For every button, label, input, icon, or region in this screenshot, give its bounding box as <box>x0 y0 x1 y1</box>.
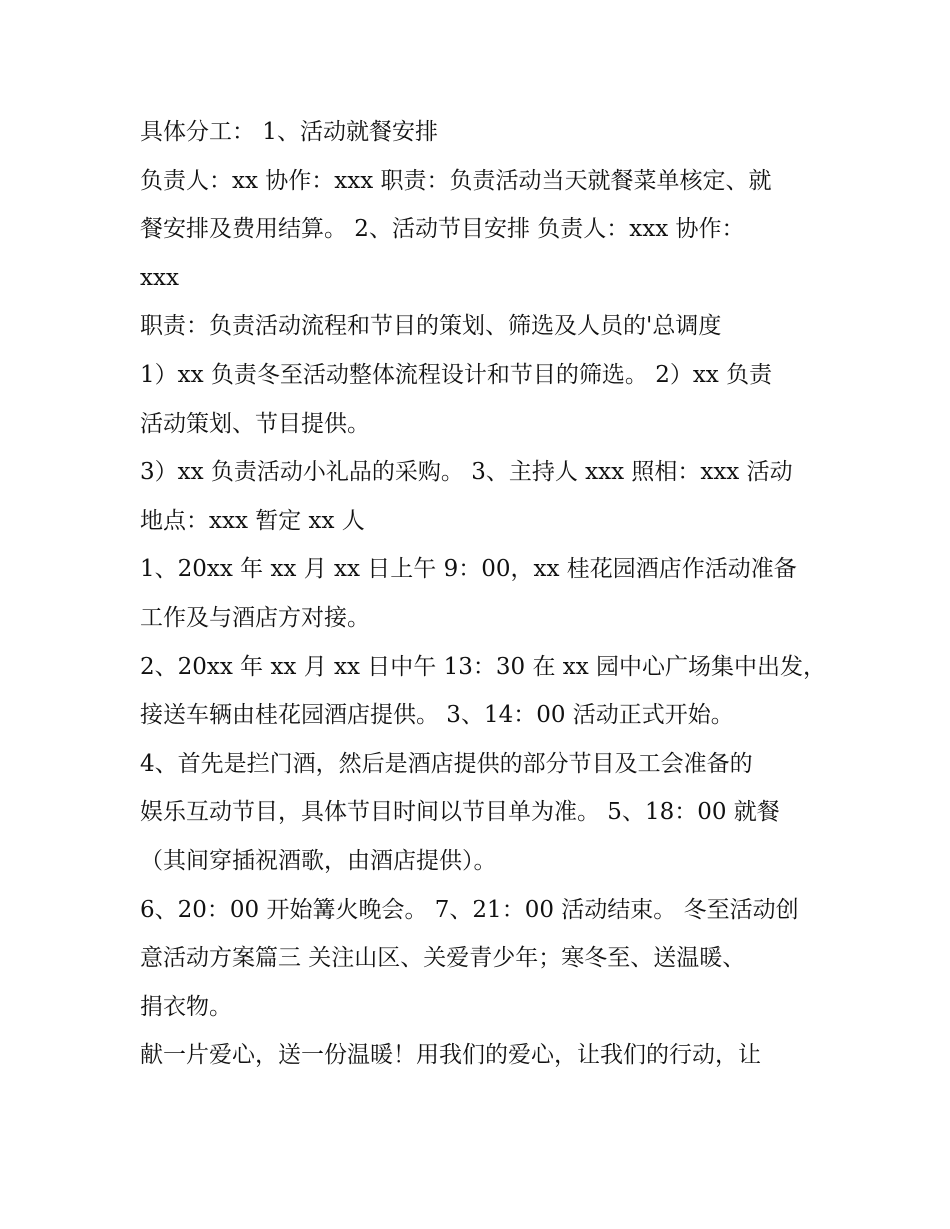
text-line: 负责人：xx 协作：xxx 职责：负责活动当天就餐菜单核定、就 <box>140 167 772 194</box>
text-line: 接送车辆由桂花园酒店提供。 3、14：00 活动正式开始。 <box>140 702 734 729</box>
text-line: 娱乐互动节目，具体节目时间以节目单为准。 5、18：00 就餐 <box>140 799 780 826</box>
text-line: 献一片爱心，送一份温暖！用我们的爱心，让我们的行动，让 <box>140 1042 761 1069</box>
text-line: 意活动方案篇三 关注山区、关爱青少年；寒冬至、送温暖、 <box>140 945 746 972</box>
text-line: 餐安排及费用结算。 2、活动节目安排 负责人：xxx 协作： <box>140 216 745 243</box>
text-line: 捐衣物。 <box>140 993 232 1020</box>
text-line: 1、20xx 年 xx 月 xx 日上午 9：00，xx 桂花园酒店作活动准备 <box>140 556 797 583</box>
text-line: 2、20xx 年 xx 月 xx 日中午 13：30 在 xx 园中心广场集中出发， <box>140 653 827 680</box>
text-line: 3）xx 负责活动小礼品的采购。 3、主持人 xxx 照相：xxx 活动 <box>140 459 793 486</box>
text-line: 活动策划、节目提供。 <box>140 410 370 437</box>
text-line: 4、首先是拦门酒，然后是酒店提供的部分节目及工会准备的 <box>140 750 753 777</box>
text-line: 1）xx 负责冬至活动整体流程设计和节目的筛选。 2）xx 负责 <box>140 361 773 388</box>
text-line: 职责：负责活动流程和节目的策划、筛选及人员的'总调度 <box>140 313 722 340</box>
text-line: 具体分工： 1、活动就餐安排 <box>140 119 438 145</box>
text-line: 地点：xxx 暂定 xx 人 <box>140 507 365 534</box>
text-line: （其间穿插祝酒歌，由酒店提供）。 <box>140 847 497 874</box>
text-line: 6、20：00 开始篝火晚会。 7、21：00 活动结束。 冬至活动创 <box>140 896 799 923</box>
text-line: 工作及与酒店方对接。 <box>140 604 370 631</box>
text-line: xxx <box>140 264 179 291</box>
document-body <box>140 108 830 1080</box>
